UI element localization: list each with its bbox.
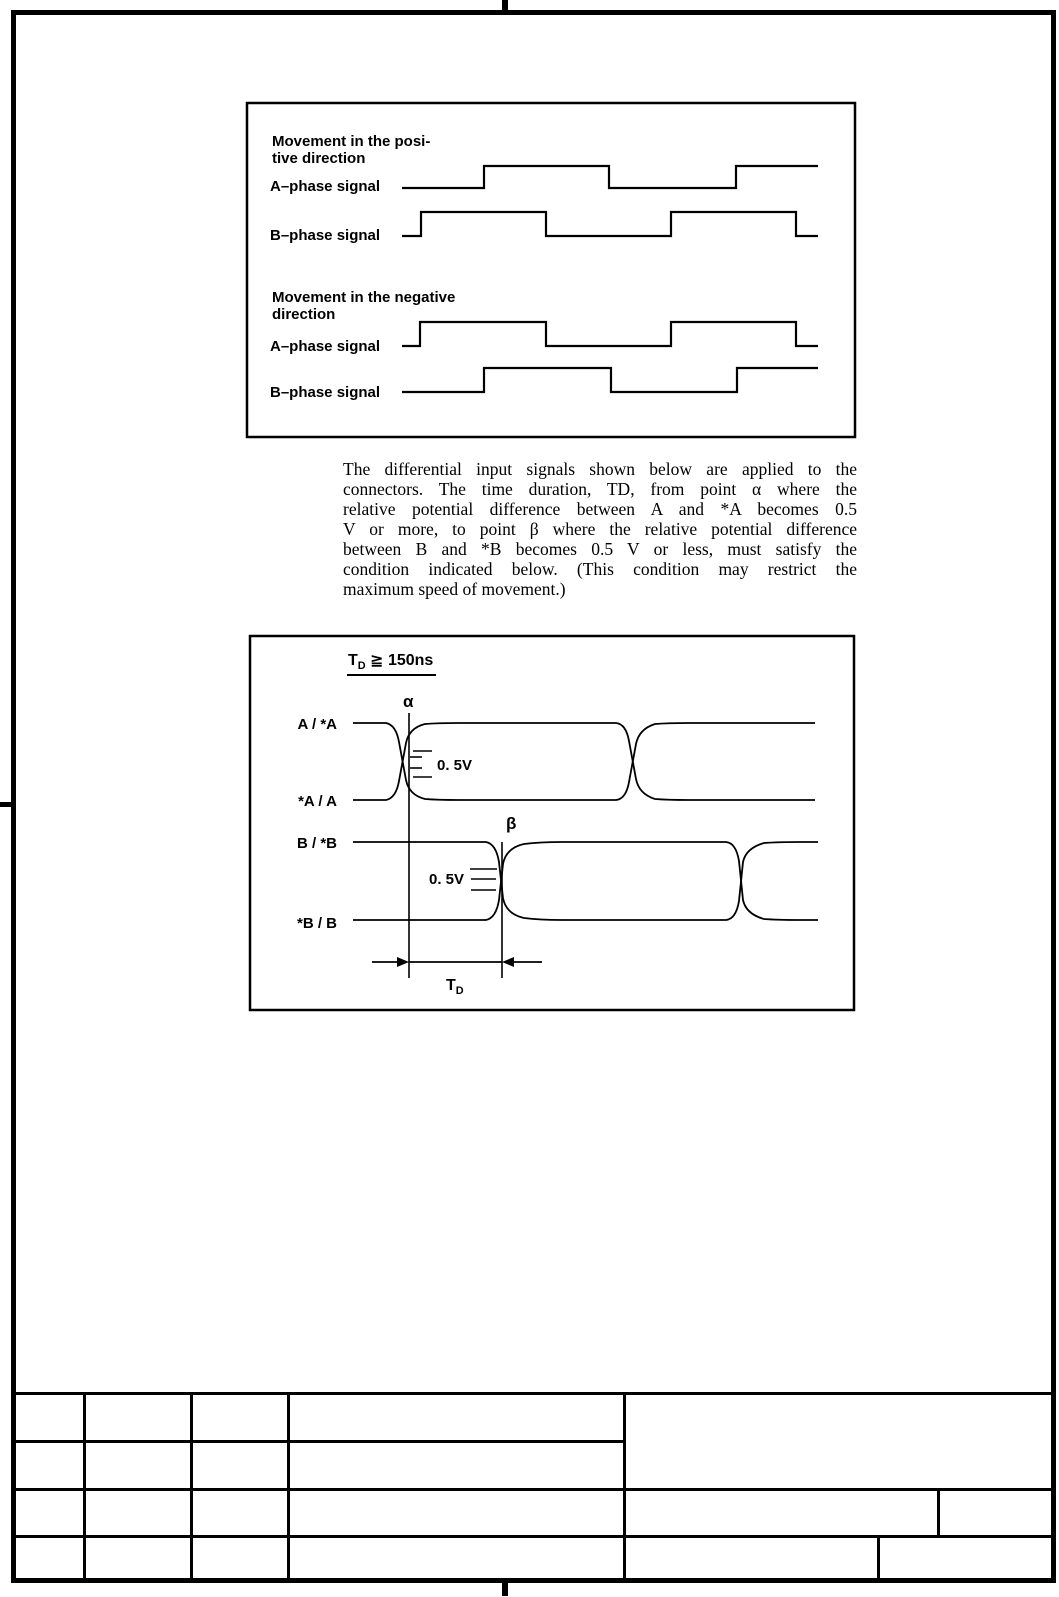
b-phase-negative-waveform (402, 368, 818, 392)
b-phase-label-positive: B–phase signal (270, 227, 381, 244)
paragraph-line: between B and *B becomes 0.5 V or less, must satisfy the (343, 539, 857, 559)
timing-box-border (250, 636, 854, 1010)
right-arrowhead-icon (397, 957, 409, 967)
signal-label-a: A / *A (297, 716, 337, 733)
signal-b-waveform (353, 842, 818, 920)
signal-label-b: B / *B (296, 835, 337, 852)
b-phase-positive-waveform (402, 212, 818, 236)
heading-line: Movement in the posi- (272, 133, 431, 150)
td-condition-label (347, 650, 436, 676)
paragraph-line: maximum speed of movement.) (343, 579, 566, 599)
signal-a-star-waveform (353, 723, 815, 800)
td-condition-t: T (348, 652, 358, 669)
b-phase-label-negative: B–phase signal (270, 384, 381, 401)
negative-direction-heading (272, 289, 455, 323)
positive-direction-heading (272, 133, 430, 167)
title-block-table (16, 1392, 1051, 1578)
beta-label: β (506, 814, 517, 833)
a-phase-label-negative: A–phase signal (270, 338, 381, 355)
paragraph-line: The differential input signals shown below are applied to the (343, 459, 857, 479)
heading-line: direction (272, 306, 336, 323)
body-paragraph (343, 459, 857, 599)
signal-label-b-star: *B / B (296, 915, 337, 932)
alpha-label: α (403, 692, 414, 711)
td-condition-rest: ≧ 150ns (365, 652, 434, 669)
signal-label-a-star: *A / A (298, 793, 337, 810)
left-arrowhead-icon (502, 957, 514, 967)
signal-b-star-waveform (353, 842, 818, 920)
td-label-sub: D (455, 985, 464, 998)
threshold-label-a: 0. 5V (437, 757, 473, 774)
a-phase-label-positive: A–phase signal (270, 178, 381, 195)
paragraph-line: condition indicated below. (This condition may restrict the (343, 559, 857, 579)
signal-a-waveform (353, 723, 815, 800)
threshold-label-b: 0. 5V (429, 871, 465, 888)
paragraph-line: V or more, to point β where the relative potential difference (343, 519, 857, 539)
td-label-t: T (446, 977, 456, 994)
td-condition-sub: D (357, 660, 366, 673)
paragraph-line: relative potential difference between A and *A becomes 0.5 (343, 499, 857, 519)
page-border-rect (14, 13, 1054, 1581)
heading-line: tive direction (272, 150, 366, 167)
paragraph-line: connectors. The time duration, TD, from point α where the (343, 479, 857, 499)
td-dimension (372, 957, 542, 967)
timing-diagram (250, 636, 854, 1010)
a-phase-positive-waveform (402, 166, 818, 188)
threshold-ticks-b (470, 869, 497, 890)
a-phase-negative-waveform (402, 322, 818, 346)
heading-line: Movement in the negative (272, 289, 456, 306)
td-dimension-label (446, 977, 464, 997)
threshold-ticks-a (410, 751, 432, 777)
